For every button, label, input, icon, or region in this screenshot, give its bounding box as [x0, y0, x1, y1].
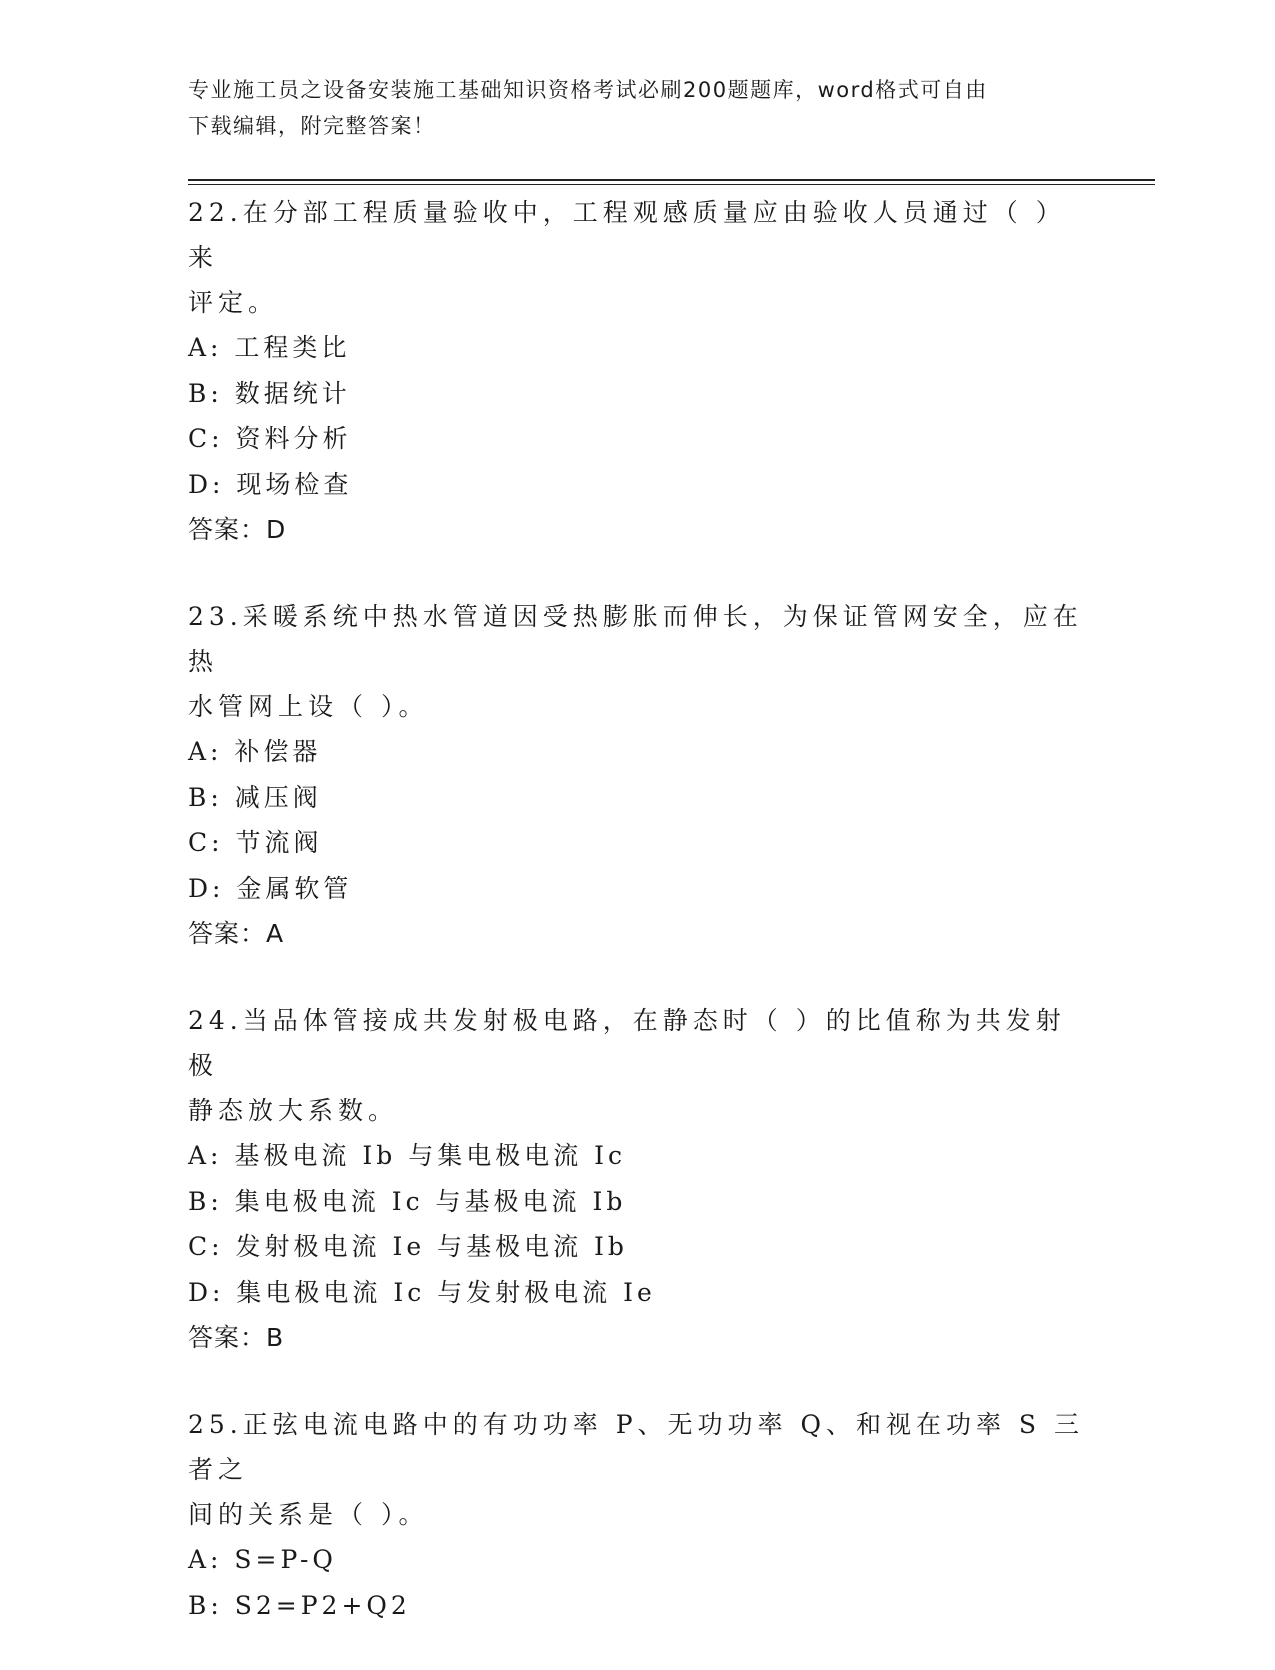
question-stem [188, 998, 1088, 1133]
option-a: A: 补偿器 [188, 737, 322, 766]
option-c: C: 资料分析 [188, 424, 352, 453]
stem-line-2: 评定。 [188, 288, 279, 317]
question-24 [188, 998, 1088, 1360]
answer: 答案：B [188, 1323, 285, 1352]
header-line-2: 下载编辑，附完整答案！ [188, 114, 436, 138]
option-c: C: 发射极电流 Ie 与基极电流 Ib [188, 1232, 628, 1261]
stem-line-1: 22.在分部工程质量验收中，工程观感质量应由验收人员通过（ ）来 [188, 198, 1066, 272]
stem-line-2: 静态放大系数。 [188, 1096, 399, 1125]
question-25 [188, 1402, 1088, 1628]
option-a: A: 工程类比 [188, 333, 351, 362]
option-d: D: 现场检查 [188, 469, 353, 499]
header-line-1: 专业施工员之设备安装施工基础知识资格考试必刷200题题库，word格式可自由 [188, 78, 988, 102]
option-d: D: 金属软管 [188, 873, 353, 903]
stem-line-1: 25.正弦电流电路中的有功功率 P、无功功率 Q、和视在功率 S 三者之 [188, 1410, 1084, 1484]
document-header [188, 72, 1068, 144]
option-b: B: S2=P2+Q2 [188, 1590, 411, 1620]
stem-line-2: 间的关系是（ ）。 [188, 1500, 429, 1529]
answer: 答案：D [188, 515, 287, 544]
question-stem [188, 190, 1088, 325]
option-d: D: 集电极电流 Ic 与发射极电流 Ie [188, 1277, 656, 1307]
question-stem [188, 594, 1088, 729]
question-22 [188, 190, 1088, 552]
header-rule-thick [188, 179, 1155, 181]
option-b: B: 数据统计 [188, 378, 351, 408]
option-c: C: 节流阀 [188, 828, 323, 857]
option-a: A: S=P-Q [188, 1545, 337, 1574]
answer: 答案：A [188, 919, 285, 948]
question-stem [188, 1402, 1088, 1537]
question-list [188, 190, 1088, 1670]
stem-line-1: 24.当品体管接成共发射极电路，在静态时（ ）的比值称为共发射极 [188, 1006, 1066, 1080]
option-a: A: 基极电流 Ib 与集电极电流 Ic [188, 1141, 627, 1170]
option-b: B: 集电极电流 Ic 与基极电流 Ib [188, 1186, 627, 1216]
question-23 [188, 594, 1088, 956]
header-rule-thin [188, 184, 1155, 185]
stem-line-2: 水管网上设（ ）。 [188, 692, 429, 721]
option-b: B: 减压阀 [188, 782, 322, 812]
stem-line-1: 23.采暖系统中热水管道因受热膨胀而伸长，为保证管网安全，应在热 [188, 602, 1083, 676]
